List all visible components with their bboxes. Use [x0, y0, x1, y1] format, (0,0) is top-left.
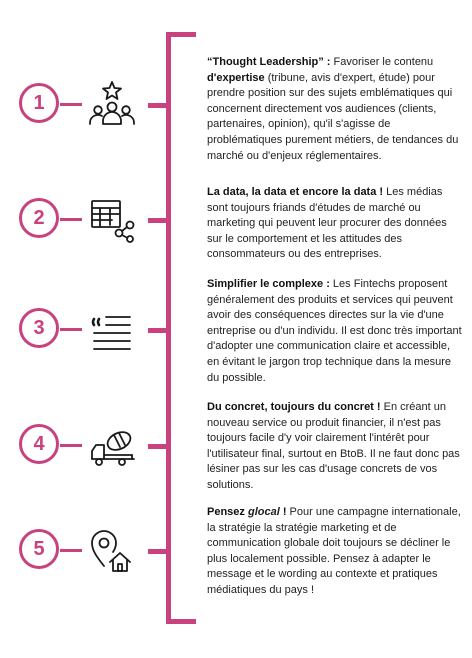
location-pin-house-icon	[88, 526, 136, 574]
leadership-star-group-icon	[88, 80, 136, 128]
section-1-title: “Thought Leadership” :	[207, 56, 331, 68]
pink-bracket	[166, 32, 196, 624]
number-badge-1: 1	[19, 83, 59, 123]
section-4-text: Du concret, toujours du concret ! En créant un nouveau service ou produit financier, il n'est pas toujours facile d'y voir clairement l'intérêt pour l'utilisateur final, surtout en BtoB. Il ne faut donc pas lésiner pas sur les cas d'usage concrets de vos solutions.	[207, 401, 460, 491]
number-badge-2: 2	[19, 198, 59, 238]
bracket-tick-1	[148, 103, 168, 108]
number-badge-5: 5	[19, 529, 59, 569]
connector-3	[60, 328, 82, 331]
connector-4	[60, 444, 82, 447]
connector-5	[60, 549, 82, 552]
section-2-text: La data, la data et encore la data ! Les médias sont toujours friands d'études de marché ou marketing qui peuvent leur procurer des données sur le comportement et les attitudes des consommateurs ou des entreprises.	[207, 186, 447, 261]
section-1-text: “Thought Leadership” : Favoriser le contenu d'expertise (tribune, avis d'expert, étude) pour prendre position sur des sujets emblématiques qui concernent directement vos audiences (clients, partenaires, opinion), qu'il s'agisse de problématiques purement métiers, de tendances du marché ou d'enjeux réglementaires.	[207, 56, 459, 162]
bracket-tick-5	[148, 549, 168, 554]
section-2-title: La data, la data et encore la data !	[207, 186, 384, 198]
section-3-text: Simplifier le complexe : Les Fintechs proposent généralement des produits et services qui peuvent avoir des conséquences directes sur la vie d'une entreprise ou d'un individu. Il est donc très important d'adopter une communication claire et accessible, en évitant le jargon trop technique dans la mesure du possible.	[207, 278, 462, 384]
number-badge-4: 4	[19, 424, 59, 464]
bracket-tick-2	[148, 218, 168, 223]
bracket-tick-4	[148, 444, 168, 449]
section-3-title: Simplifier le complexe :	[207, 278, 330, 290]
connector-1	[60, 103, 82, 106]
quote-text-lines-icon	[88, 305, 136, 353]
concrete-mixer-truck-icon	[88, 421, 136, 469]
data-table-network-icon	[88, 195, 136, 243]
section-5-title: Pensez	[207, 506, 248, 518]
section-5-text: Pensez glocal ! Pour une campagne internationale, la stratégie la stratégie marketing et de communication globale doit toujours se décliner le plus localement possible. Pensez à adapter le message et le wording au contexte et pratiques médiatiques du pays !	[207, 506, 461, 596]
bracket-tick-3	[148, 328, 168, 333]
connector-2	[60, 218, 82, 221]
section-4-title: Du concret, toujours du concret !	[207, 401, 381, 413]
number-badge-3: 3	[19, 308, 59, 348]
